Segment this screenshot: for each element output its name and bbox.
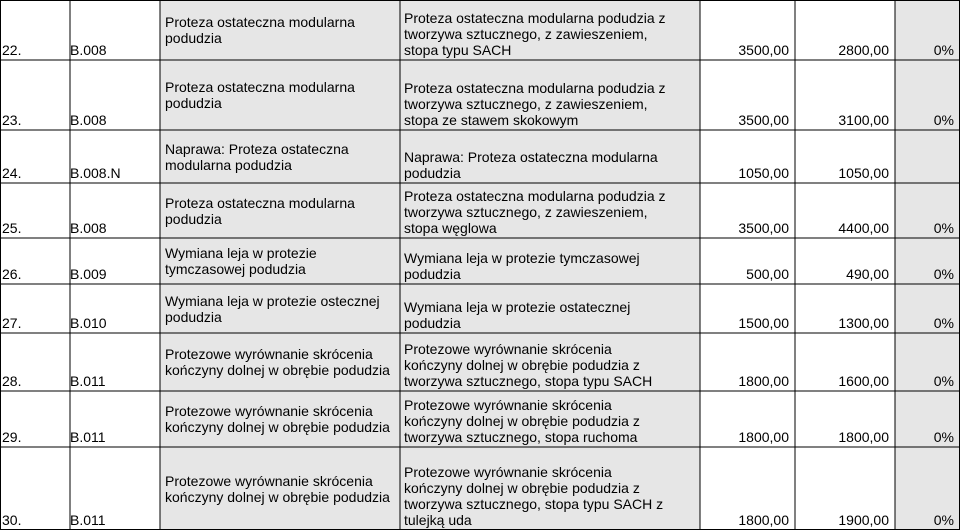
percentage xyxy=(895,183,960,238)
item-description xyxy=(400,0,700,60)
percentage xyxy=(895,0,960,60)
offer-price xyxy=(795,333,895,391)
item-description-line: kończyny dolnej w obrębie podudzia z xyxy=(404,357,640,373)
row-number-text: 30. xyxy=(2,512,22,528)
price-limit xyxy=(700,130,795,183)
row-number-text: 28. xyxy=(2,373,22,389)
item-name xyxy=(160,238,400,284)
item-name-line: Wymiana leja w protezie xyxy=(165,245,317,261)
row-number-text: 26. xyxy=(2,266,22,282)
price-limit-text: 1800,00 xyxy=(738,429,789,445)
item-description-line: tworzywa sztucznego, stopa ruchoma xyxy=(404,429,638,445)
item-name-line: kończyny dolnej w obrębie podudzia xyxy=(165,419,390,435)
row-number xyxy=(0,447,70,530)
price-limit xyxy=(700,60,795,130)
table-row xyxy=(0,447,960,530)
percentage-text: 0% xyxy=(933,315,954,331)
item-name-line: Proteza ostateczna modularna xyxy=(165,194,355,211)
item-description-line: Proteza ostateczna modularna podudzia z xyxy=(404,80,666,96)
row-number xyxy=(0,391,70,447)
price-limit xyxy=(700,238,795,284)
item-name-line: Protezowe wyrównanie skrócenia xyxy=(165,346,373,362)
item-name xyxy=(160,333,400,391)
item-code-text: B.011 xyxy=(70,373,106,389)
item-code-text: B.011 xyxy=(70,512,106,528)
percentage-text: 0% xyxy=(933,512,954,528)
item-description-line: Naprawa: Proteza ostateczna modularna xyxy=(404,149,658,165)
row-number xyxy=(0,0,70,60)
offer-price xyxy=(795,391,895,447)
row-number-text: 22. xyxy=(2,42,22,58)
item-description xyxy=(400,130,700,183)
item-name-line: Naprawa: Proteza ostateczna xyxy=(165,140,349,157)
percentage xyxy=(895,238,960,284)
row-number-text: 27. xyxy=(2,315,22,331)
item-description-line: stopa ze stawem skokowym xyxy=(404,112,579,128)
percentage-text: 0% xyxy=(933,266,954,282)
item-name-line: modularna podudzia xyxy=(165,156,292,173)
price-limit-text: 1800,00 xyxy=(738,512,789,528)
item-code-text: B.008 xyxy=(70,112,107,128)
price-limit-text: 1050,00 xyxy=(738,165,789,181)
table-row xyxy=(0,0,960,60)
table-row xyxy=(0,391,960,447)
offer-price-text: 1800,00 xyxy=(838,429,889,445)
table-row xyxy=(0,130,960,183)
item-description-line: kończyny dolnej w obrębie podudzia z xyxy=(404,413,640,429)
offer-price xyxy=(795,0,895,60)
percentage xyxy=(895,447,960,530)
item-name-line: Protezowe wyrównanie skrócenia xyxy=(165,472,373,489)
item-name xyxy=(160,447,400,530)
price-limit-text: 1800,00 xyxy=(738,373,789,389)
price-limit-text: 3500,00 xyxy=(738,42,789,58)
percentage xyxy=(895,60,960,130)
item-name xyxy=(160,284,400,333)
item-name xyxy=(160,60,400,130)
percentage xyxy=(895,391,960,447)
item-description xyxy=(400,447,700,530)
price-limit xyxy=(700,183,795,238)
item-description xyxy=(400,391,700,447)
item-description xyxy=(400,333,700,391)
item-code xyxy=(70,0,160,60)
table-row xyxy=(0,183,960,238)
item-description-line: tworzywa sztucznego, z zawieszeniem, xyxy=(404,204,648,220)
percentage-text: 0% xyxy=(933,373,954,389)
item-description-line: stopa typu SACH xyxy=(404,42,512,58)
item-code-text: B.008 xyxy=(70,220,107,236)
item-name-line: Proteza ostateczna modularna xyxy=(165,79,355,95)
item-name-line: podudzia xyxy=(165,210,222,227)
item-description-line: Protezowe wyrównanie skrócenia xyxy=(404,464,612,480)
item-description xyxy=(400,183,700,238)
price-limit xyxy=(700,447,795,530)
item-description-line: tworzywa sztucznego, stopa typu SACH z xyxy=(404,496,664,512)
item-name-line: podudzia xyxy=(165,95,222,111)
percentage xyxy=(895,130,960,183)
offer-price xyxy=(795,238,895,284)
item-code xyxy=(70,130,160,183)
item-name-line: podudzia xyxy=(165,30,222,46)
percentage-text: 0% xyxy=(933,429,954,445)
price-limit xyxy=(700,0,795,60)
item-code xyxy=(70,238,160,284)
item-description-line: Proteza ostateczna modularna podudzia z xyxy=(404,10,666,26)
row-number-text: 23. xyxy=(2,112,22,128)
row-number xyxy=(0,284,70,333)
item-code xyxy=(70,391,160,447)
item-code xyxy=(70,447,160,530)
item-name xyxy=(160,0,400,60)
row-number-text: 25. xyxy=(2,220,22,236)
item-description-line: Wymiana leja w protezie tymczasowej xyxy=(404,250,640,266)
item-name-line: podudzia xyxy=(165,308,222,325)
item-description-line: Protezowe wyrównanie skrócenia xyxy=(404,397,612,413)
item-code-text: B.008 xyxy=(70,42,107,58)
item-description-line: podudzia xyxy=(404,315,461,331)
item-description-line: kończyny dolnej w obrębie podudzia z xyxy=(404,480,640,496)
item-name-line: Proteza ostateczna modularna xyxy=(165,14,355,30)
table-row xyxy=(0,60,960,130)
row-number xyxy=(0,130,70,183)
item-description xyxy=(400,238,700,284)
row-number xyxy=(0,183,70,238)
offer-price-text: 1300,00 xyxy=(838,315,889,331)
offer-price-text: 490,00 xyxy=(846,266,889,282)
offer-price xyxy=(795,284,895,333)
item-code xyxy=(70,284,160,333)
row-number xyxy=(0,60,70,130)
row-number xyxy=(0,333,70,391)
item-code xyxy=(70,183,160,238)
price-limit-text: 1500,00 xyxy=(738,315,789,331)
percentage xyxy=(895,284,960,333)
table-row xyxy=(0,333,960,391)
offer-price-text: 3100,00 xyxy=(838,112,889,128)
percentage xyxy=(895,333,960,391)
item-description-line: Proteza ostateczna modularna podudzia z xyxy=(404,188,666,204)
price-limit xyxy=(700,391,795,447)
item-code xyxy=(70,333,160,391)
price-limit xyxy=(700,333,795,391)
price-limit xyxy=(700,284,795,333)
item-description-line: tworzywa sztucznego, z zawieszeniem, xyxy=(404,26,648,42)
price-limit-text: 3500,00 xyxy=(738,220,789,236)
percentage-text: 0% xyxy=(933,220,954,236)
item-code xyxy=(70,60,160,130)
item-code-text: B.009 xyxy=(70,266,107,282)
row-number xyxy=(0,238,70,284)
offer-price xyxy=(795,130,895,183)
item-name-line: kończyny dolnej w obrębie podudzia xyxy=(165,362,390,378)
row-number-text: 24. xyxy=(2,165,22,181)
row-number-text: 29. xyxy=(2,429,22,445)
item-name-line: Protezowe wyrównanie skrócenia xyxy=(165,403,373,419)
item-description-line: Protezowe wyrównanie skrócenia xyxy=(404,341,612,357)
offer-price-text: 2800,00 xyxy=(838,42,889,58)
item-description-line: podudzia xyxy=(404,266,461,282)
item-code-text: B.008.N xyxy=(70,165,121,181)
table-row xyxy=(0,238,960,284)
percentage-text: 0% xyxy=(933,42,954,58)
item-name-line: kończyny dolnej w obrębie podudzia xyxy=(165,488,390,505)
offer-price xyxy=(795,60,895,130)
percentage-text: 0% xyxy=(933,112,954,128)
item-description-line: Wymiana leja w protezie ostatecznej xyxy=(404,299,631,315)
item-description-line: tulejką uda xyxy=(404,512,472,528)
item-code-text: B.011 xyxy=(70,429,106,445)
item-name-line: Wymiana leja w protezie ostecznej xyxy=(165,292,380,309)
item-description-line: podudzia xyxy=(404,165,461,181)
table-row xyxy=(0,284,960,333)
item-description-line: tworzywa sztucznego, z zawieszeniem, xyxy=(404,96,648,112)
price-limit-text: 3500,00 xyxy=(738,112,789,128)
price-limit-text: 500,00 xyxy=(746,266,789,282)
item-code-text: B.010 xyxy=(70,315,107,331)
offer-price xyxy=(795,447,895,530)
offer-price xyxy=(795,183,895,238)
offer-price-text: 1600,00 xyxy=(838,373,889,389)
item-name xyxy=(160,183,400,238)
item-description xyxy=(400,60,700,130)
offer-price-text: 1900,00 xyxy=(838,512,889,528)
item-description-line: tworzywa sztucznego, stopa typu SACH xyxy=(404,373,653,389)
item-name-line: tymczasowej podudzia xyxy=(165,261,306,277)
item-description-line: stopa węglowa xyxy=(404,220,497,236)
offer-price-text: 1050,00 xyxy=(838,165,889,181)
offer-price-text: 4400,00 xyxy=(838,220,889,236)
item-name xyxy=(160,391,400,447)
item-description xyxy=(400,284,700,333)
item-name xyxy=(160,130,400,183)
